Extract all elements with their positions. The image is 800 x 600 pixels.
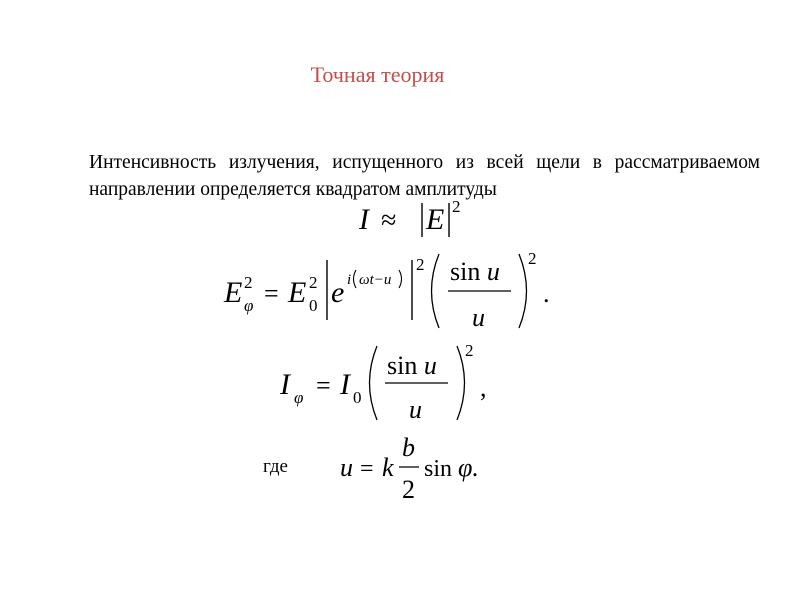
svg-text:E: E <box>426 203 445 236</box>
svg-text:=: = <box>264 279 279 308</box>
svg-text:.: . <box>543 279 550 308</box>
svg-text:2: 2 <box>416 255 425 274</box>
svg-text:sin u: sin u <box>450 257 500 286</box>
svg-text:0: 0 <box>353 388 362 407</box>
formula-intensity <box>355 195 465 250</box>
svg-text:I: I <box>340 368 350 401</box>
svg-text:2: 2 <box>244 273 253 292</box>
svg-text:φ.: φ. <box>458 453 479 482</box>
svg-text:φ: φ <box>294 388 304 407</box>
svg-text:I: I <box>359 203 369 236</box>
svg-text:2: 2 <box>465 341 474 360</box>
svg-text:ωt−u: ωt−u <box>359 272 392 288</box>
svg-text:b: b <box>402 433 415 462</box>
formula-u-definition <box>336 432 496 512</box>
svg-text:=: = <box>360 456 374 482</box>
svg-text:φ: φ <box>244 296 254 315</box>
svg-text:i: i <box>347 272 352 288</box>
svg-text:2: 2 <box>309 273 318 292</box>
svg-text:=: = <box>316 371 331 400</box>
svg-text:2: 2 <box>402 475 415 504</box>
formula-intensity-phi <box>276 338 506 438</box>
svg-text:u: u <box>340 453 353 482</box>
svg-text:sin u: sin u <box>387 351 437 380</box>
svg-text:E: E <box>288 276 307 309</box>
svg-text:u: u <box>472 303 485 332</box>
formula-amplitude <box>220 244 565 344</box>
intro-paragraph: Интенсивность излучения, испущенного из всей щели в рассматриваемом направлении определяется квадратом амплитуды <box>89 152 760 200</box>
svg-text:,: , <box>480 373 487 402</box>
svg-text:e: e <box>331 276 345 309</box>
svg-text:2: 2 <box>528 249 537 268</box>
svg-text:2: 2 <box>452 197 461 216</box>
where-label: где <box>263 456 288 477</box>
svg-text:k: k <box>382 453 394 482</box>
svg-text:0: 0 <box>309 296 318 315</box>
svg-text:u: u <box>409 395 422 424</box>
slide-title: Точная теория <box>310 62 445 87</box>
svg-text:≈: ≈ <box>381 205 397 236</box>
svg-text:sin: sin <box>424 456 453 482</box>
svg-text:E: E <box>224 276 243 309</box>
svg-text:I: I <box>280 368 290 401</box>
